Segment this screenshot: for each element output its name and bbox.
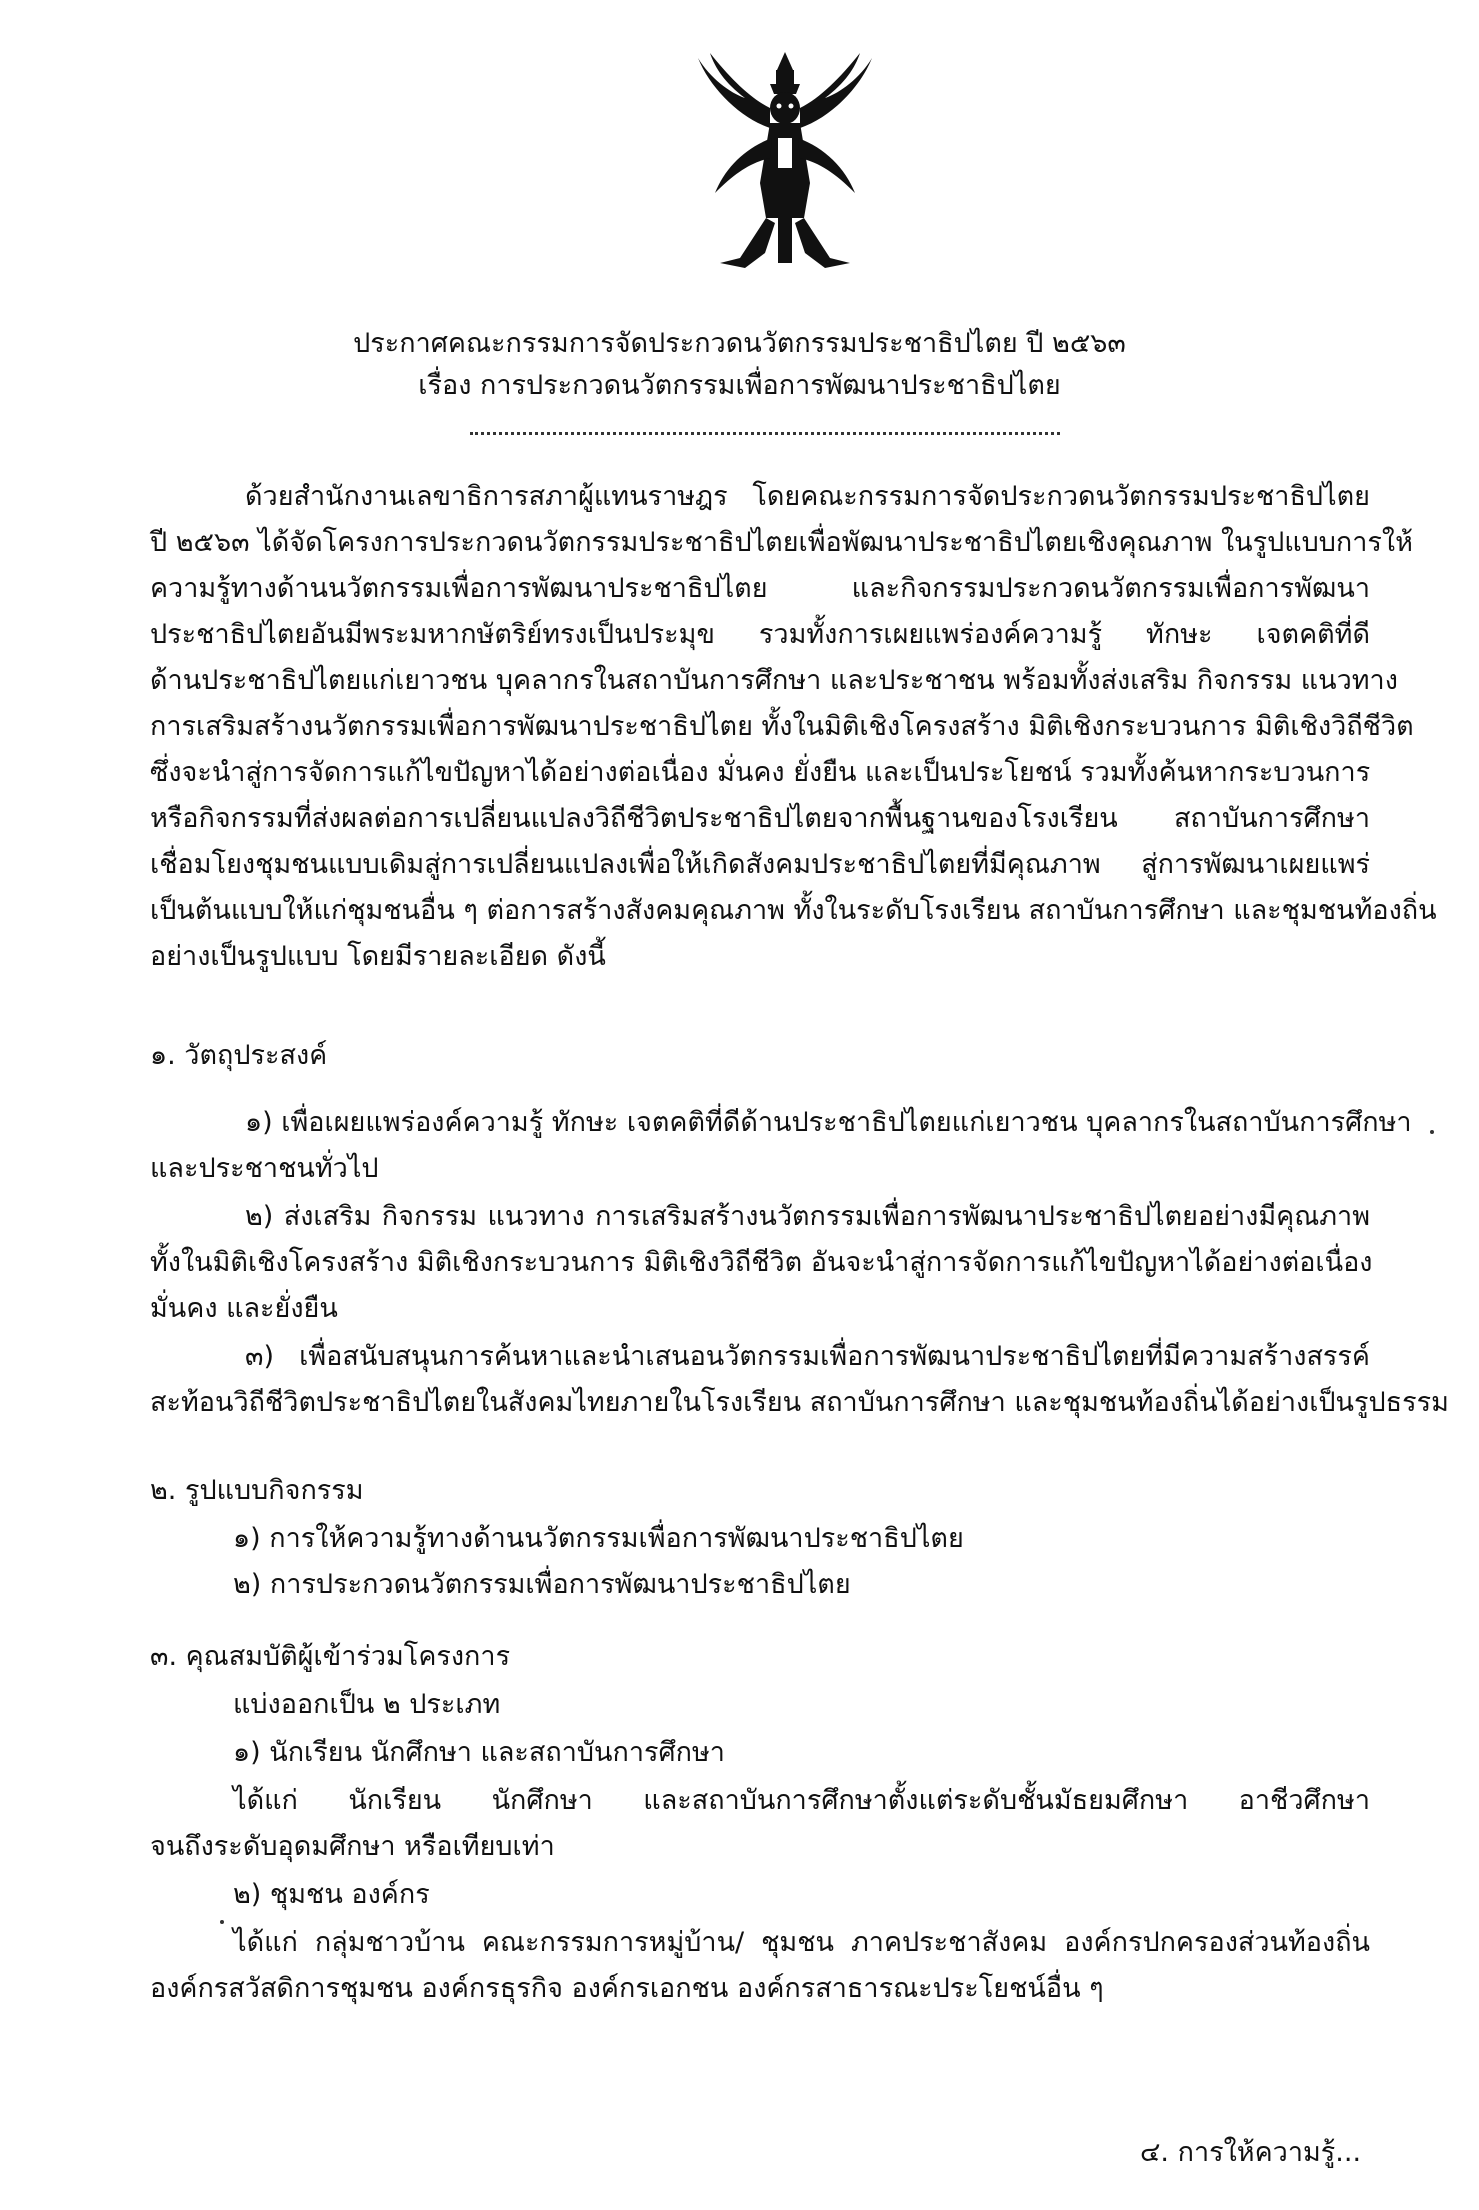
announcement-title: ประกาศคณะกรรมการจัดประกวดนวัตกรรมประชาธิปไตย ปี ๒๕๖๓	[353, 328, 1126, 359]
scan-speck	[1430, 1130, 1434, 1134]
qualification-type-2-desc: ได้แก่ กลุ่มชาวบ้าน คณะกรรมการหมู่บ้าน/ ชุมชน ภาคประชาสังคม องค์กรปกครองส่วนท้องถิ่น	[233, 1927, 1370, 1958]
activity-item-2: ๒) การประกวดนวัตกรรมเพื่อการพัฒนาประชาธิปไตย	[233, 1569, 851, 1600]
section-heading: ๒. รูปแบบกิจกรรม	[150, 1475, 364, 1506]
scan-speck	[220, 1920, 224, 1924]
qualification-type-2-desc: องค์กรสวัสดิการชุมชน องค์กรธุรกิจ องค์กรเอกชน องค์กรสาธารณะประโยชน์อื่น ๆ	[150, 1973, 1104, 2004]
intro-line: เชื่อมโยงชุมชนแบบเดิมสู่การเปลี่ยนแปลงเพื่อให้เกิดสังคมประชาธิปไตยที่มีคุณภาพ สู่การพัฒนาเผยแพร่	[150, 849, 1370, 880]
next-page-continuation: ๔. การให้ความรู้...	[1140, 2137, 1362, 2168]
title-divider	[470, 432, 1060, 435]
objective-item-2-cont: ทั้งในมิติเชิงโครงสร้าง มิติเชิงกระบวนการ มิติเชิงวิถีชีวิต อันจะนำสู่การจัดการแก้ไขปัญหาได้อย่างต่อเนื่อง	[150, 1247, 1373, 1278]
objective-item-2-cont: มั่นคง และยั่งยืน	[150, 1293, 338, 1324]
objective-item-2: ๒) ส่งเสริม กิจกรรม แนวทาง การเสริมสร้างนวัตกรรมเพื่อการพัฒนาประชาธิปไตยอย่างมีคุณภาพ	[245, 1201, 1370, 1232]
intro-line: ประชาธิปไตยอันมีพระมหากษัตริย์ทรงเป็นประมุข รวมทั้งการเผยแพร่องค์ความรู้ ทักษะ เจตคติที่ดี	[150, 619, 1370, 650]
qualification-type-2: ๒) ชุมชน องค์กร	[233, 1879, 430, 1910]
objective-item-3: ๓) เพื่อสนับสนุนการค้นหาและนำเสนอนวัตกรรมเพื่อการพัฒนาประชาธิปไตยที่มีความสร้างสรรค์	[245, 1341, 1370, 1372]
objective-item-3-cont: สะท้อนวิถีชีวิตประชาธิปไตยในสังคมไทยภายในโรงเรียน สถาบันการศึกษา และชุมชนท้องถิ่นได้อย่างเป็นรูปธรรม	[150, 1387, 1449, 1418]
intro-line: ด้วยสำนักงานเลขาธิการสภาผู้แทนราษฎร โดยคณะกรรมการจัดประกวดนวัตกรรมประชาธิปไตย	[245, 481, 1370, 512]
section-heading: ๓. คุณสมบัติผู้เข้าร่วมโครงการ	[150, 1641, 511, 1672]
qualification-type-1: ๑) นักเรียน นักศึกษา และสถาบันการศึกษา	[233, 1737, 725, 1768]
intro-line: เป็นต้นแบบให้แก่ชุมชนอื่น ๆ ต่อการสร้างสังคมคุณภาพ ทั้งในระดับโรงเรียน สถาบันการศึกษา และชุมชนท้องถิ่น	[150, 895, 1437, 926]
announcement-subject: เรื่อง การประกวดนวัตกรรมเพื่อการพัฒนาประชาธิปไตย	[418, 370, 1061, 401]
intro-line: ความรู้ทางด้านนวัตกรรมเพื่อการพัฒนาประชาธิปไตย และกิจกรรมประกวดนวัตกรรมเพื่อการพัฒนา	[150, 573, 1370, 604]
intro-line: หรือกิจกรรมที่ส่งผลต่อการเปลี่ยนแปลงวิถีชีวิตประชาธิปไตยจากพื้นฐานของโรงเรียน สถาบันการศึกษา	[150, 803, 1370, 834]
qualification-type-1-desc: ได้แก่ นักเรียน นักศึกษา และสถาบันการศึกษาตั้งแต่ระดับชั้นมัธยมศึกษา อาชีวศึกษา	[233, 1785, 1370, 1816]
activity-item-1: ๑) การให้ความรู้ทางด้านนวัตกรรมเพื่อการพัฒนาประชาธิปไตย	[233, 1523, 964, 1554]
qualification-intro: แบ่งออกเป็น ๒ ประเภท	[233, 1689, 501, 1720]
intro-line: ด้านประชาธิปไตยแก่เยาวชน บุคลากรในสถาบันการศึกษา และประชาชน พร้อมทั้งส่งเสริม กิจกรรม แนวทาง	[150, 665, 1398, 696]
intro-line: ปี ๒๕๖๓ ได้จัดโครงการประกวดนวัตกรรมประชาธิปไตยเพื่อพัฒนาประชาธิปไตยเชิงคุณภาพ ในรูปแบบการให้	[150, 527, 1413, 558]
section-heading: ๑. วัตถุประสงค์	[150, 1040, 328, 1071]
intro-line: ซึ่งจะนำสู่การจัดการแก้ไขปัญหาได้อย่างต่อเนื่อง มั่นคง ยั่งยืน และเป็นประโยชน์ รวมทั้งค้นหากระบวนการ	[150, 757, 1371, 788]
objective-item-1: ๑) เพื่อเผยแพร่องค์ความรู้ ทักษะ เจตคติที่ดีด้านประชาธิปไตยแก่เยาวชน บุคลากรในสถาบันการศึกษา	[245, 1107, 1412, 1138]
intro-line: อย่างเป็นรูปแบบ โดยมีรายละเอียด ดังนี้	[150, 941, 606, 972]
intro-line: การเสริมสร้างนวัตกรรมเพื่อการพัฒนาประชาธิปไตย ทั้งในมิติเชิงโครงสร้าง มิติเชิงกระบวนการ มิติเชิงวิถีชีวิต	[150, 711, 1414, 742]
objective-item-1-cont: และประชาชนทั่วไป	[150, 1153, 379, 1184]
garuda-emblem-icon	[690, 48, 880, 288]
qualification-type-1-desc: จนถึงระดับอุดมศึกษา หรือเทียบเท่า	[150, 1831, 555, 1862]
